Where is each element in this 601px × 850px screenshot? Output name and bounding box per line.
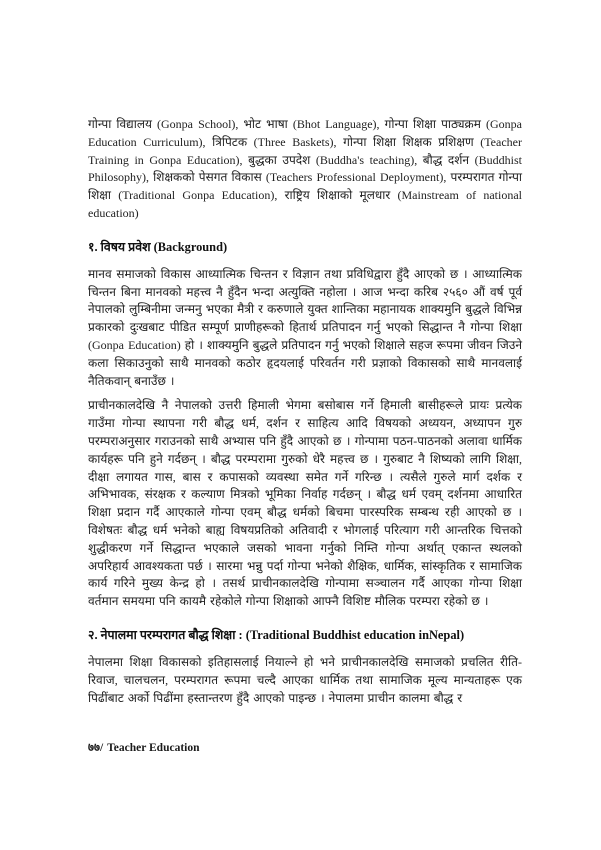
keywords-paragraph: गोन्पा विद्यालय (Gonpa School), भोट भाषा (Bhot Language), गोन्पा शिक्षा पाठ्यक्रम (Gonpa Education Curriculum), त्रिपिटक (Three Baskets), गोन्पा शिक्षा शिक्षक प्रशिक्षण (Teacher Training in Gonpa Education), बुद्धका उपदेश (Buddha's teaching), बौद्ध दर्शन (Buddhist Philosophy), शिक्षकको पेसगत विकास (Teachers Professional Deployment), परम्परागत गोन्पा शिक्षा (Traditional Gonpa Education), राष्ट्रिय शिक्षाको मूलधार (Mainstream of national education) xyxy=(88,117,522,220)
article-body xyxy=(88,116,522,714)
page-number: ७७/ xyxy=(88,742,104,754)
section-heading-background: १. विषय प्रवेश (Background) xyxy=(88,239,228,254)
page-footer xyxy=(88,740,200,755)
footer-journal-title: Teacher Education xyxy=(107,742,200,754)
paragraph-traditional-buddhist-education-1: नेपालमा शिक्षा विकासको इतिहासलाई नियाल्ने हो भने प्राचीनकालदेखि समाजको प्रचलित रीति-रिवाज, चालचलन, परम्परागत रूपमा चल्दै आएका धार्मिक तथा सामाजिक मूल्य मान्यताहरू एक पिढींबाट अर्को पिढींमा हस्तान्तरण हुँदै आएको पाइन्छ । नेपालमा प्राचीन कालमा बौद्ध र xyxy=(88,654,522,705)
paragraph-background-2: प्राचीनकालदेखि नै नेपालको उत्तरी हिमाली भेगमा बसोबास गर्ने हिमाली बासीहरूले प्रायः प्रत्येक गाउँमा गोन्पा स्थापना गरी बौद्ध धर्म, दर्शन र साहित्य आदि विषयको अध्ययन, अध्यापन गुरु परम्पराअनुसार गराउनको साथै अभ्यास पनि हुँदै आएको छ । गोन्पामा पठन-पाठनको अलावा धार्मिक कार्यहरू पनि हुने गर्दछन् । बौद्ध परम्परामा गुरुको धेरै महत्त्व छ । गुरुबाट नै शिष्यको लागि शिक्षा, दीक्षा लगायत गास, बास र कपासको व्यवस्था समेत गर्ने गरिन्छ । त्यसैले गुरुले मार्ग दर्शक र अभिभावक, संरक्षक र कल्याण मित्रको भूमिका निर्वाह गर्दछन् । बौद्ध धर्म एवम् दर्शनमा आधारित शिक्षा प्रदान गर्दै आएकाले गोन्पा एवम् बौद्ध धर्मको बिचमा पारस्परिक सम्बन्ध रही आएको छ । विशेषतः बौद्ध धर्म भनेको बाह्य विषयप्रतिको अतिवादी र भोगलाई परित्याग गरी आन्तरिक चित्तको शुद्धीकरण गर्ने सिद्धान्त भएकाले जसको भावना गर्नुको निम्ति गोन्पा अर्थात् एकान्त स्थलको अपरिहार्य आवश्यकता पर्छ । सारमा भन्नु पर्दा गोन्पा भनेको शैक्षिक, धार्मिक, सांस्कृतिक र सामाजिक कार्य गरिने मुख्य केन्द्र हो । तसर्थ प्राचीनकालदेखि गोन्पामा सञ्चालन गर्दै आएका गोन्पा शिक्षा वर्तमान समयमा पनि कायमै रहेकोले गोन्पा शिक्षाको आफ्नै विशिष्ट मौलिक परम्परा रहेको छ । xyxy=(88,398,522,609)
paragraph-background-1: मानव समाजको विकास आध्यात्मिक चिन्तन र विज्ञान तथा प्रविधिद्वारा हुँदै आएको छ । आध्यात्मिक चिन्तन बिना मानवको महत्त्व नै हुँदैन भन्दा अत्युक्ति नहोला । आज भन्दा करिब २५६० औं वर्ष पूर्व नेपालको लुम्बिनीमा जन्मनु भएका मैत्री र करुणाले युक्त शान्तिका महानायक शाक्यमुनि बुद्धले विभिन्न प्रकारको दुःखबाट पीडित सम्पूर्ण प्राणीहरूको हितार्थ प्रतिपादन गर्नु भएको सिद्धान्त नै गोन्पा शिक्षा (Gonpa Education) हो । शाक्यमुनि बुद्धले प्रतिपादन गर्नु भएको शिक्षाले सहज रूपमा जीवन जिउने कला सिकाउनुको साथै मानवको कठोर हृदयलाई परिवर्तन गरी प्रज्ञाको विकासको साथै मानवलाई नैतिकवान् बनाउँछ । xyxy=(88,266,522,388)
section-heading-traditional-buddhist-education: २. नेपालमा परम्परागत बौद्ध शिक्षा : (Traditional Buddhist education inNepal) xyxy=(88,627,465,642)
